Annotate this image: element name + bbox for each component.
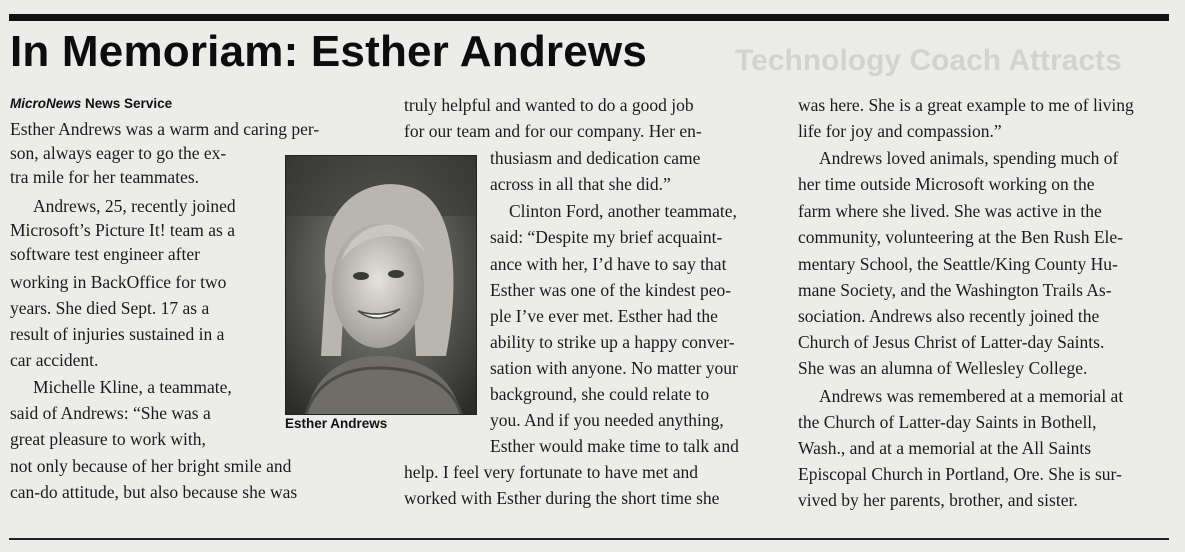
- body-line: Microsoft’s Picture It! team as a: [10, 220, 236, 240]
- body-line: the Church of Latter-day Saints in Bothell,: [798, 412, 1097, 432]
- byline-source: MicroNews: [10, 96, 82, 111]
- body-line: Wash., and at a memorial at the All Saints: [798, 438, 1092, 458]
- body-line: community, volunteering at the Ben Rush Ele-: [798, 227, 1123, 247]
- body-line: great pleasure to work with,: [10, 429, 206, 449]
- body-line: mane Society, and the Washington Trails As-: [798, 280, 1112, 300]
- body-line: Andrews, 25, recently joined: [33, 196, 236, 216]
- body-line: her time outside Microsoft working on the: [798, 174, 1095, 194]
- body-line: thusiasm and dedication came: [490, 148, 701, 168]
- body-line: result of injuries sustained in a: [10, 324, 225, 344]
- body-line: was here. She is a great example to me of living: [798, 95, 1134, 115]
- body-line: She was an alumna of Wellesley College.: [798, 358, 1088, 378]
- body-line: farm where she lived. She was active in the: [798, 201, 1102, 221]
- body-line: Esther would make time to talk and: [490, 436, 739, 456]
- body-line: ple I’ve ever met. Esther had the: [490, 306, 718, 326]
- body-line: mentary School, the Seattle/King County Hu-: [798, 254, 1118, 274]
- body-line: son, always eager to go the ex-: [10, 143, 227, 163]
- body-line: working in BackOffice for two: [10, 272, 227, 292]
- body-line: Andrews loved animals, spending much of: [819, 148, 1119, 168]
- body-line: life for joy and compassion.”: [798, 121, 1002, 141]
- photo-caption: Esther Andrews: [285, 416, 388, 431]
- body-line: said of Andrews: “She was a: [10, 403, 211, 423]
- body-line: you. And if you needed anything,: [490, 410, 724, 430]
- body-line: worked with Esther during the short time she: [404, 488, 720, 508]
- body-line: help. I feel very fortunate to have met and: [404, 462, 698, 482]
- body-line: ance with her, I’d have to say that: [490, 254, 727, 274]
- article-headline: In Memoriam: Esther Andrews: [10, 27, 648, 76]
- body-line: ability to strike up a happy conver-: [490, 332, 735, 352]
- body-line: Episcopal Church in Portland, Ore. She is sur-: [798, 464, 1122, 484]
- body-line: car accident.: [10, 350, 99, 370]
- byline: [10, 95, 172, 113]
- bottom-rule: [9, 538, 1169, 540]
- byline-service: News Service: [81, 96, 173, 111]
- body-line: Esther was one of the kindest peo-: [490, 280, 732, 300]
- body-line: Clinton Ford, another teammate,: [509, 201, 737, 221]
- body-line: Esther Andrews was a warm and caring per-: [10, 119, 320, 139]
- body-line: software test engineer after: [10, 244, 200, 264]
- body-line: Church of Jesus Christ of Latter-day Saints.: [798, 332, 1105, 352]
- body-line: background, she could relate to: [490, 384, 710, 404]
- body-line: Michelle Kline, a teammate,: [33, 377, 232, 397]
- body-line: years. She died Sept. 17 as a: [10, 298, 210, 318]
- body-line: not only because of her bright smile and: [10, 456, 292, 476]
- body-line: sation with anyone. No matter your: [490, 358, 738, 378]
- body-line: said: “Despite my brief acquaint-: [490, 227, 723, 247]
- bleed-through-headline: Technology Coach Attracts: [735, 44, 1122, 77]
- body-line: for our team and for our company. Her en-: [404, 121, 702, 141]
- body-line: can-do attitude, but also because she was: [10, 482, 298, 502]
- portrait-photo: [285, 155, 477, 415]
- body-line: truly helpful and wanted to do a good job: [404, 95, 694, 115]
- body-line: Andrews was remembered at a memorial at: [819, 386, 1124, 406]
- top-rule: [9, 14, 1169, 21]
- body-line: sociation. Andrews also recently joined the: [798, 306, 1100, 326]
- body-line: tra mile for her teammates.: [10, 167, 200, 187]
- body-line: vived by her parents, brother, and sister.: [798, 490, 1078, 510]
- body-line: across in all that she did.”: [490, 174, 671, 194]
